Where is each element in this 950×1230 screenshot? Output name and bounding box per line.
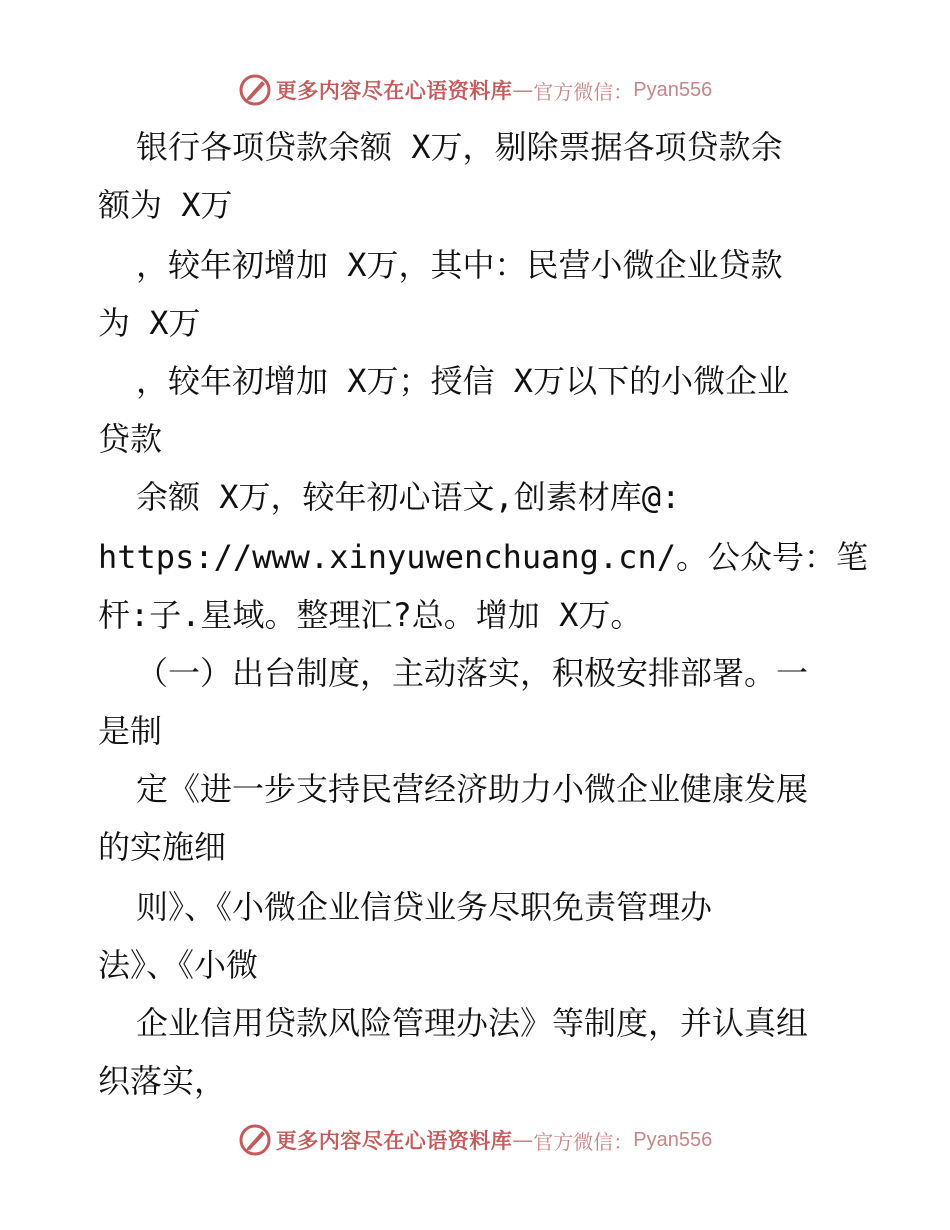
banner-wechat-label: 官方微信：	[533, 1129, 634, 1154]
banner-dash: —	[512, 78, 534, 102]
text-line: 贷款	[98, 420, 163, 458]
text-line: 企业信用贷款风险管理办法》等制度，并认真组	[136, 1004, 809, 1042]
banner-main-text: 更多内容尽在心语资料库	[275, 1129, 513, 1153]
text-line: ，较年初增加 X万；授信 X万以下的小微企业	[136, 362, 790, 400]
banner-wechat-label: 官方微信：	[533, 79, 634, 104]
text-line: 织落实，	[98, 1062, 227, 1100]
banner-dash: —	[512, 1128, 534, 1152]
header-watermark-banner	[0, 70, 950, 110]
banner-wechat-id: Pyan556	[633, 78, 713, 101]
text-line: 杆:子.星域。整理汇?总。增加 X万。	[98, 596, 643, 634]
text-line: 余额 X万，较年初心语文,创素材库@:	[136, 478, 681, 516]
text-line: 银行各项贷款余额 X万，剔除票据各项贷款余	[136, 128, 783, 166]
banner-wechat-id: Pyan556	[633, 1128, 713, 1151]
text-line: ，较年初增加 X万，其中：民营小微企业贷款	[136, 246, 783, 284]
text-line: https://www.xinyuwenchuang.cn/。公众号：笔	[98, 538, 868, 576]
text-line: 定《进一步支持民营经济助力小微企业健康发展	[136, 770, 809, 808]
quill-seal-icon	[238, 73, 272, 107]
text-line: 的实施细	[98, 828, 227, 866]
footer-watermark-banner	[0, 1120, 950, 1160]
banner-main-text: 更多内容尽在心语资料库	[275, 79, 513, 103]
text-line: 则》、《小微企业信贷业务尽职免责管理办	[136, 888, 713, 926]
text-line: 法》、《小微	[98, 946, 259, 984]
text-line: 为 X万	[98, 304, 201, 342]
text-line: （一）出台制度，主动落实，积极安排部署。一	[136, 654, 809, 692]
quill-seal-icon	[238, 1123, 272, 1157]
text-line: 是制	[98, 712, 163, 750]
text-line: 额为 X万	[98, 186, 233, 224]
